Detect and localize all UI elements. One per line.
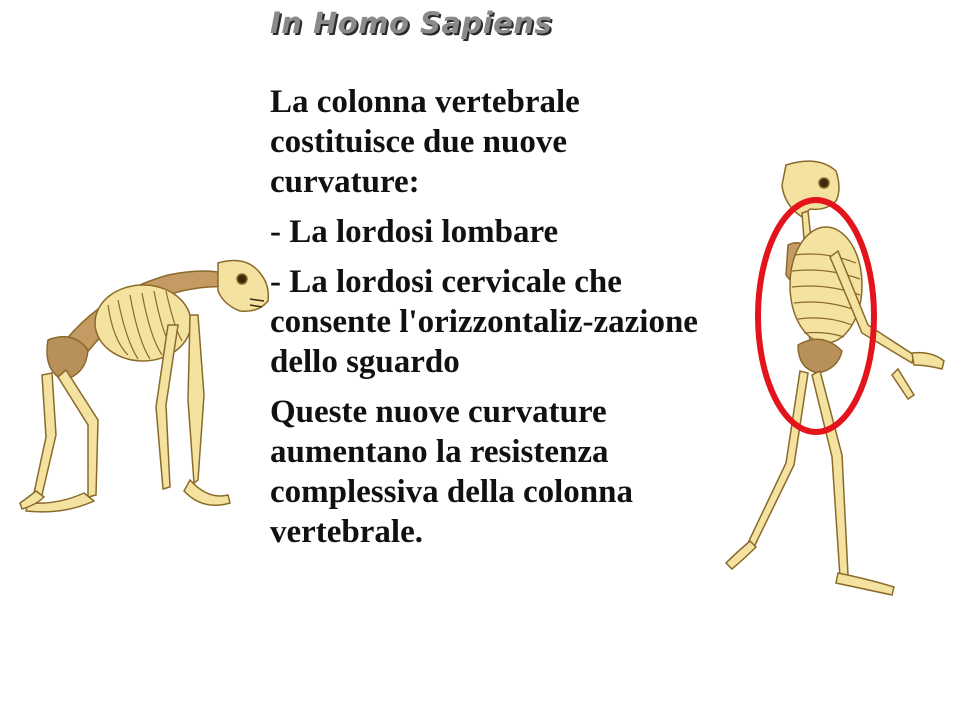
- paragraph-cervical: - La lordosi cervicale che consente l'orizzontaliz-zazione dello sguardo: [270, 264, 698, 380]
- paragraph-lumbar: - La lordosi lombare: [270, 214, 559, 250]
- ape-skeleton-illustration: [18, 255, 280, 530]
- paragraph-conclusion: Queste nuove curvature aumentano la resistenza complessiva della colonna vertebrale.: [270, 394, 634, 550]
- slide-title: In Homo Sapiens: [270, 6, 553, 40]
- slide-body: [270, 82, 720, 562]
- paragraph-intro: La colonna vertebrale costituisce due nuove curvature:: [270, 84, 580, 200]
- spine-highlight-ellipse: [752, 194, 880, 438]
